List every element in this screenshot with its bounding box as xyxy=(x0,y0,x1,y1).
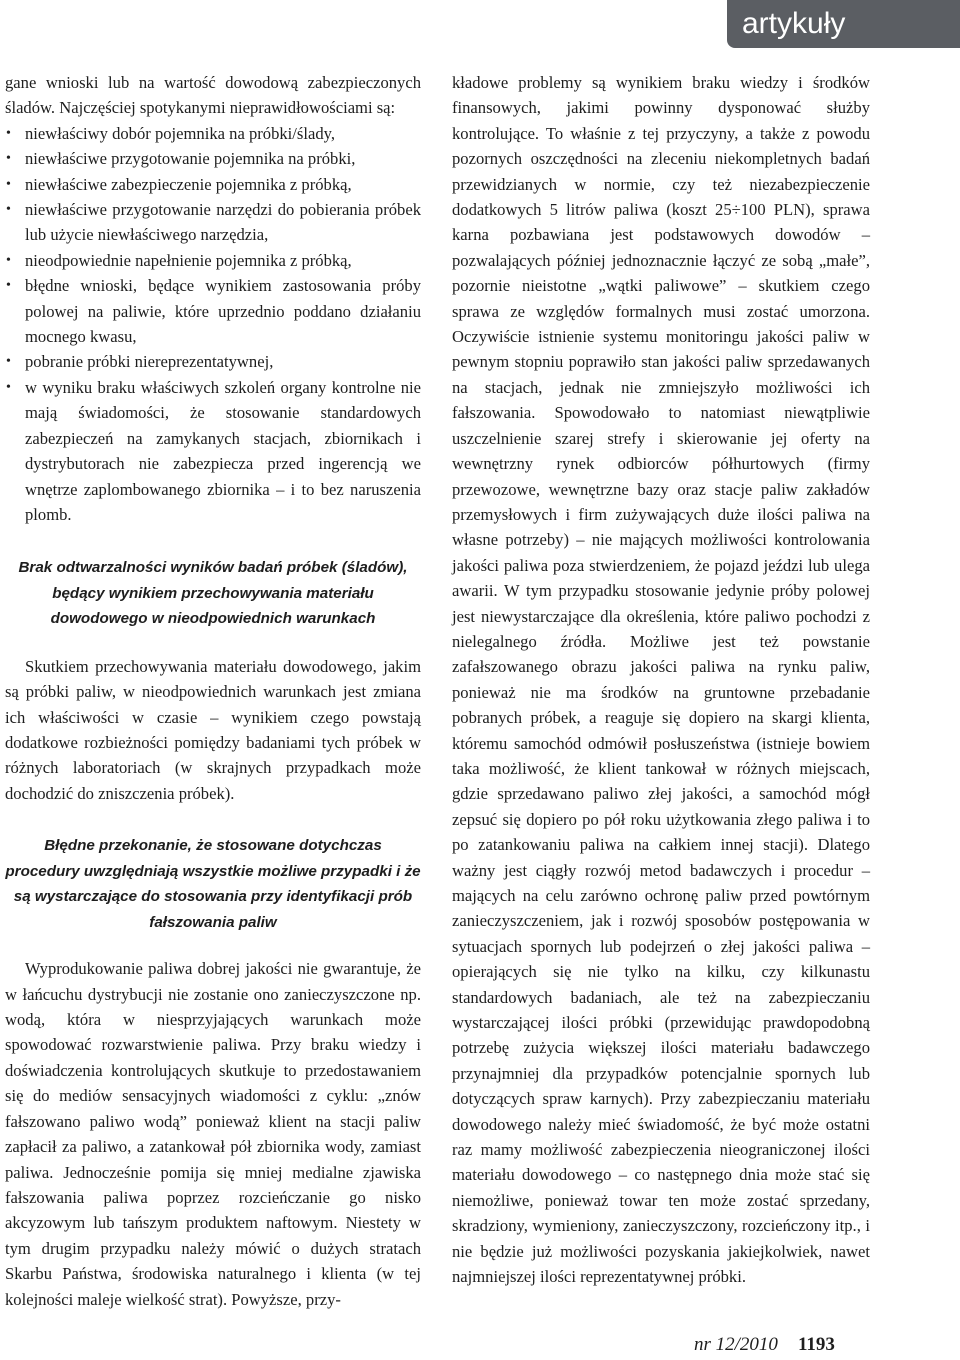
list-item: • niewłaściwe przygotowanie pojemnika na próbki, xyxy=(5,146,421,171)
list-item: • niewłaściwe zabezpieczenie pojemnika z próbką, xyxy=(5,172,421,197)
procedures-paragraph: Wyprodukowanie paliwa dobrej jakości nie gwarantuje, że w łańcuchu dystrybucji nie zostanie ono zanieczyszczone np. wodą, która w niesprzyjających warunkach może spowodować rozwarstwienie paliwa. Przy braku wiedzy i doświadczenia kontrolujących skutkuje to przedostawaniem się do mediów sensacyjnych wiadomości z cyklu: „znów fałszowano paliwo wodą” ponieważ klient na stacji paliw zapłacił za paliwo, a zatankował pół zbiornika wody, zamiast paliwa. Jednocześnie pomija się mniej medialne zjawiska fałszowania paliwa poprzez rozcieńczanie go nisko akcyzowym lub tańszym produktem naftowym. Niestety w tym drugim przypadku należy mówić o dużych stratach Skarbu Państwa, środowiska naturalnego i klienta (w tej kolejności maleje wielkość strat). Powyższe, przy- xyxy=(5,959,421,1309)
list-item: • w wyniku braku właściwych szkoleń organy kontrolne nie mają świadomości, że stosowanie standardowych zabezpieczeń na zamykanych stacjach, zbiornikach i dystrybutorach nie zabezpiecza przed ingerencją we wnętrze zaplombowanego zbiornika – i to bez naruszenia plomb. xyxy=(5,375,421,527)
list-item: • niewłaściwe przygotowanie narzędzi do pobierania próbek lub użycie niewłaściwego narzędzia, xyxy=(5,197,421,248)
section-heading-procedures: Błędne przekonanie, że stosowane dotychczas procedury uwzględniają wszystkie możliwe przypadki i że są wystarczające do stosowania przy identyfikacji prób fałszowania paliw xyxy=(5,837,421,931)
issue-number: nr 12/2010 xyxy=(694,1334,778,1355)
irregularities-list xyxy=(5,121,421,528)
list-item: • pobranie próbki niereprezentatywnej, xyxy=(5,349,421,374)
continuation-paragraph: kładowe problemy są wynikiem braku wiedzy i środków finansowych, jakimi powinny dysponować służby kontrolujące. To właśnie z tej przyczyny, a także z powodu pozornych oszczędności na zleceniu niekompletnych badań przewidzianych w normie, czy też niezabezpieczenie dodatkowych 5 litrów paliwa (koszt 25÷100 PLN), sprawa karna pozbawiana jest podstawowych dowodów – pozwalających później jednoznacznie łączyć ze sobą „małe”, pozornie nieistotne „wątki paliwowe” – skutkiem czego sprawa ze względów formalnych musi zostać umorzona. Oczywiście istnienie systemu monitoringu jakości paliw w pewnym stopniu poprawiło stan jakości paliw sprzedawanych na stacjach, jednak nie zmniejszyło możliwości ich fałszowania. Spowodowało to natomiast niewątpliwie uszczelnienie szarej strefy i skierowanie jej oferty na wewnętrzny rynek odbiorców półhurtowych (firmy przewozowe, wewnętrzne bazy oraz stacje paliw zakładów przemysłowych i firm zużywających duże ilości paliwa na własne potrzeby) – nie mających możliwości kontrolowania jakości paliwa poza stwierdzeniem, że pojazd jeździ lub ulega awarii. W tym przypadku stosowanie jedynie próby polowej jest niewystarczające dla określenia, które paliwo pochodzi z nielegalnego źródła. Możliwe jest też powstanie zafałszowanego obrazu jakości paliwa na rynku paliw, ponieważ nie ma środków na gruntowne przebadanie pobranych próbek, a reaguje się dopiero na skargi klienta, któremu samochód odmówił posłuszeństwa (istnieje bowiem taka możliwość, że klient tankował w różnych miejscach, gdzie sprzedawano paliwo złej jakości, a samochód mógł zepsuć się dopiero po pół roku użytkowania złego paliwa i to po zatankowaniu paliwa na całkiem innej stacji). Dlatego ważny jest ciągły rozwój metod badawczych i procedur – mających na celu zarówno ochronę paliw przed powtórnym zanieczyszczeniem, jak i rozwój sposobów postępowania w sytuacjach spornych lub podejrzeń o złej jakości paliwa – opierających się nie tylko na kilku, czy kilkunastu standardowych badaniach, ale też na zabezpieczaniu wystarczającej ilości próbki (przewidując prawdopodobną potrzebę zużycia większej ilości materiału badawczego przynajmniej dla przypadków potencjalnie spornych lub dotyczących spraw karnych). Przy zabezpieczaniu materiału dowodowego należy mieć świadomość, że być może ostatni raz mamy możliwość zabezpieczenia nieograniczonej ilości materiału dowodowego – co następnego dnia może stać się niemożliwe, ponieważ towar ten może zostać sprzedany, skradziony, wymieniony, zanieczyszczony, rozcieńczony itp., i nie będzie już możliwości pozyskania jakiejkolwiek, nawet najmniejszej ilości reprezentatywnej próbki. xyxy=(452,73,870,1287)
section-tab xyxy=(727,0,960,48)
page-number: 1193 xyxy=(797,1334,835,1355)
list-item: • błędne wnioski, będące wynikiem zastosowania próby polowej na paliwie, które uprzednio poddano działaniu mocnego kwasu, xyxy=(5,273,421,349)
page-footer xyxy=(694,1334,835,1360)
bullet-icon: • xyxy=(6,202,11,218)
bullet-icon: • xyxy=(6,151,11,167)
list-item: • nieodpowiednie napełnienie pojemnika z próbką, xyxy=(5,248,421,273)
right-column xyxy=(452,70,870,1290)
bullet-icon: • xyxy=(6,125,11,141)
intro-paragraph: gane wnioski lub na wartość dowodową zabezpieczonych śladów. Najczęściej spotykanymi nieprawidłowościami są: xyxy=(5,73,421,118)
bullet-icon: • xyxy=(6,252,11,268)
bullet-icon: • xyxy=(6,354,11,370)
section-label: artykuły xyxy=(742,7,846,40)
bullet-icon: • xyxy=(6,278,11,294)
section-heading-storage: Brak odtwarzalności wyników badań próbek (śladów), będący wynikiem przechowywania materiału dowodowego w nieodpowiednich warunkach xyxy=(18,559,408,628)
bullet-icon: • xyxy=(6,379,11,395)
left-column xyxy=(5,70,421,1312)
storage-paragraph: Skutkiem przechowywania materiału dowodowego, jakim są próbki paliw, w nieodpowiednich warunkach jest zmiana ich właściwości w czasie – wynikiem czego powstają dodatkowe rozbieżności pomiędzy badaniami tych próbek w różnych laboratoriach (w skrajnych przypadkach może dochodzić do zniszczenia próbek). xyxy=(5,656,421,803)
list-item: • niewłaściwy dobór pojemnika na próbki/ślady, xyxy=(5,121,421,146)
bullet-icon: • xyxy=(6,176,11,192)
